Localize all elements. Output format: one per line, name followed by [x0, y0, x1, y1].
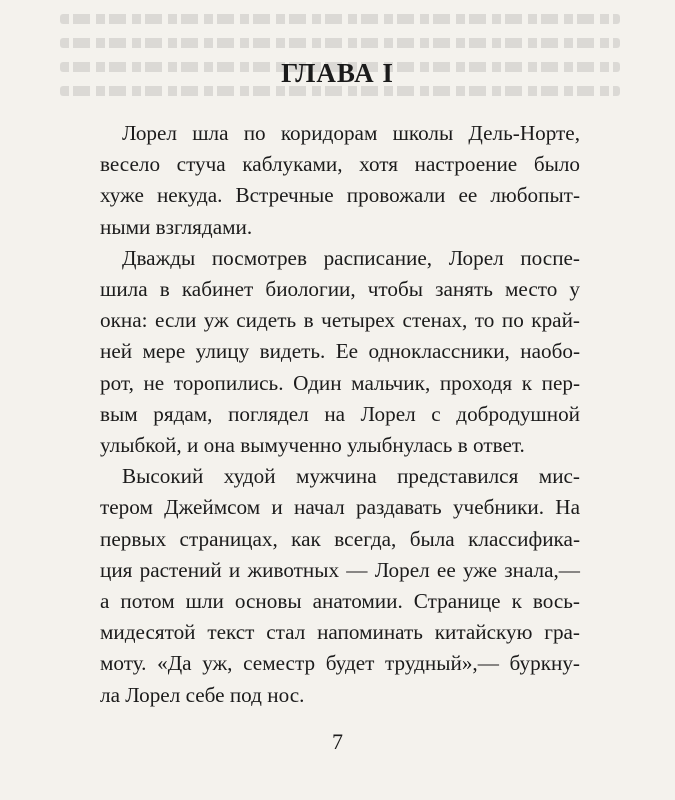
- text-line: вым рядам, поглядел на Лорел с добродушной: [100, 401, 580, 426]
- text-line: ными взглядами.: [100, 214, 253, 239]
- text-line: Лорел шла по коридорам школы Дель-Норте,: [122, 121, 580, 145]
- text-line: весело стуча каблуками, хотя настроение было: [100, 152, 580, 177]
- paragraph-3: [100, 461, 580, 711]
- text-line: ция растений и животных — Лорел ее уже знала,—: [100, 557, 580, 582]
- text-line: рот, не торопились. Один мальчик, проходя к пер-: [100, 370, 580, 395]
- text-line: моту. «Да уж, семестр будет трудный»,— буркну-: [100, 651, 580, 676]
- text-line: Дважды посмотрев расписание, Лорел поспе-: [122, 245, 580, 270]
- paragraph-2: [100, 243, 580, 461]
- text-line: шила в кабинет биологии, чтобы занять место у: [100, 277, 580, 302]
- text-line: улыбкой, и она вымученно улыбнулась в ответ.: [100, 433, 525, 458]
- chapter-title: ГЛАВА I: [281, 58, 394, 88]
- text-line: хуже некуда. Встречные провожали ее любопыт-: [100, 183, 580, 208]
- page-number: 7: [332, 729, 343, 754]
- text-line: а потом шли основы анатомии. Странице к вось-: [100, 589, 580, 614]
- paragraph-1: [100, 118, 580, 243]
- text-line: ла Лорел себе под нос.: [100, 682, 305, 707]
- text-line: ней мере улицу видеть. Ее одноклассники, наобо-: [100, 339, 580, 364]
- chapter-body: [100, 118, 580, 711]
- text-line: мидесятой текст стал напоминать китайскую гра-: [100, 620, 580, 645]
- text-line: первых страницах, как всегда, была классифика-: [100, 526, 580, 551]
- text-line: окна: если уж сидеть в четырех стенах, то по край-: [100, 308, 580, 333]
- text-line: тером Джеймсом и начал раздавать учебники. На: [100, 495, 580, 520]
- text-line: Высокий худой мужчина представился мис-: [122, 464, 580, 489]
